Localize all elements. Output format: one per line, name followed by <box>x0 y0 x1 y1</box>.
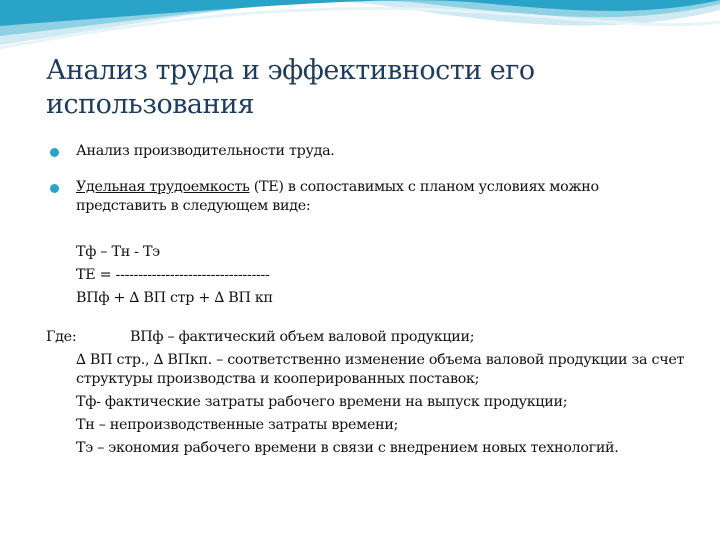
bullet-text: Анализ производительности труда. <box>76 143 335 159</box>
where-label: Где: <box>46 329 77 345</box>
slide-title: Анализ труда и эффективности его использования <box>46 55 535 120</box>
formula-numerator: Тф – Тн - Тэ <box>76 244 160 260</box>
legend-item: Тн – непроизводственные затраты времени; <box>76 417 399 433</box>
legend-first-row <box>46 328 686 347</box>
formula-fraction-line: ТЕ = ---------------------------------- <box>76 267 270 283</box>
legend-item: Тф- фактические затраты рабочего времени на выпуск продукции; <box>76 394 568 410</box>
bullet-dot-icon <box>50 184 59 193</box>
slide-content <box>46 142 686 458</box>
bullet-item <box>46 142 686 161</box>
bullet-dot-icon <box>50 148 59 157</box>
formula-denominator: ВПф + ∆ ВП стр + ∆ ВП кп <box>76 290 273 306</box>
legend-item: ∆ ВП стр., ∆ ВПкп. – соответственно изменение объема валовой продукции за счет структуры производства и кооперированных поставок; <box>76 352 685 387</box>
legend-item: ВПф – фактический объем валовой продукции; <box>130 329 475 345</box>
bullet-item <box>46 178 686 216</box>
bullet-underlined-term: Удельная трудоемкость <box>76 179 250 195</box>
bullet-text: (ТЕ) в сопоставимых с планом условиях можно представить в следующем виде: <box>76 179 599 214</box>
legend-item: Тэ – экономия рабочего времени в связи с внедрением новых технологий. <box>76 440 619 456</box>
